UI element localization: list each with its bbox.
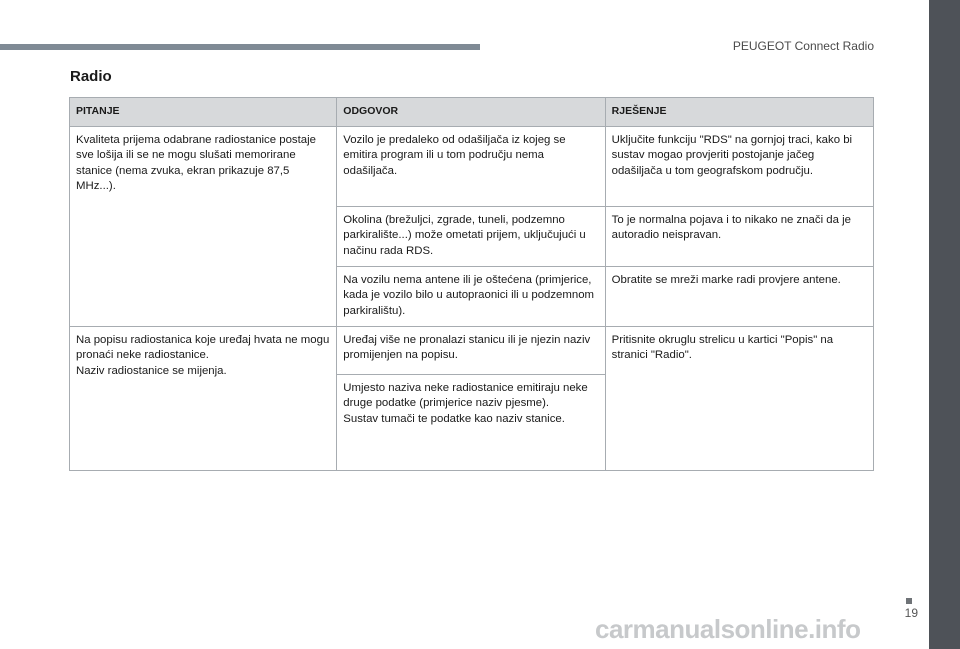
page-marker <box>906 598 912 604</box>
solution-cell <box>605 126 873 206</box>
answer-text: Okolina (brežuljci, zgrade, tuneli, podzemno parkiralište...) može ometati prijem, uključujući u načinu rada RDS. <box>343 213 586 257</box>
question-cell <box>70 126 337 326</box>
solution-cell <box>605 266 873 326</box>
solution-text: Uključite funkciju "RDS" na gornjoj traci, kako bi sustav mogao provjeriti postojanje jačeg odašiljača u tom geografskom području. <box>611 133 853 177</box>
answer-text: Na vozilu nema antene ili je oštećena (primjerice, kada je vozilo bilo u autopraonici ili u podzemnom parkiralištu). <box>343 273 595 317</box>
solution-cell <box>605 326 873 470</box>
answer-cell <box>337 266 605 326</box>
table-header-row <box>70 98 874 127</box>
table-row <box>70 326 874 374</box>
answer-text: Sustav tumači te podatke kao naziv stanice. <box>343 412 565 425</box>
header-question: PITANJE <box>70 98 337 127</box>
page-number: 19 <box>904 606 918 620</box>
answer-text: Umjesto naziva neke radiostanice emitiraju neke druge podatke (primjerice naziv pjesme). <box>343 381 588 409</box>
header-solution: RJEŠENJE <box>605 98 873 127</box>
question-text: Kvaliteta prijema odabrane radiostanice postaje sve lošija ili se ne mogu slušati memorirane stanice (nema zvuka, ekran prikazuje 87,5 MHz...). <box>76 133 316 192</box>
question-cell <box>70 326 337 470</box>
side-tab-bar <box>929 0 960 649</box>
answer-cell <box>337 374 605 470</box>
question-text: Naziv radiostanice se mijenja. <box>76 364 227 377</box>
answer-text: Vozilo je predaleko od odašiljača iz kojeg se emitira program ili u tom području nema odašiljača. <box>343 133 566 177</box>
header-rule <box>0 44 480 50</box>
solution-cell <box>605 206 873 266</box>
answer-cell <box>337 326 605 374</box>
answer-cell <box>337 126 605 206</box>
troubleshooting-table <box>69 97 874 471</box>
question-text: Na popisu radiostanica koje uređaj hvata ne mogu pronaći neke radiostanice. <box>76 333 330 361</box>
table-row <box>70 126 874 206</box>
watermark: carmanualsonline.info <box>595 614 861 644</box>
solution-text: Pritisnite okruglu strelicu u kartici "Popis" na stranici "Radio". <box>611 333 834 361</box>
manual-title: PEUGEOT Connect Radio <box>732 39 874 53</box>
section-title: Radio <box>70 68 112 85</box>
header-answer: ODGOVOR <box>337 98 605 127</box>
solution-text: Obratite se mreži marke radi provjere antene. <box>611 273 841 286</box>
solution-text: To je normalna pojava i to nikako ne znači da je autoradio neispravan. <box>611 213 851 241</box>
answer-text: Uređaj više ne pronalazi stanicu ili je njezin naziv promijenjen na popisu. <box>343 333 591 361</box>
answer-cell <box>337 206 605 266</box>
